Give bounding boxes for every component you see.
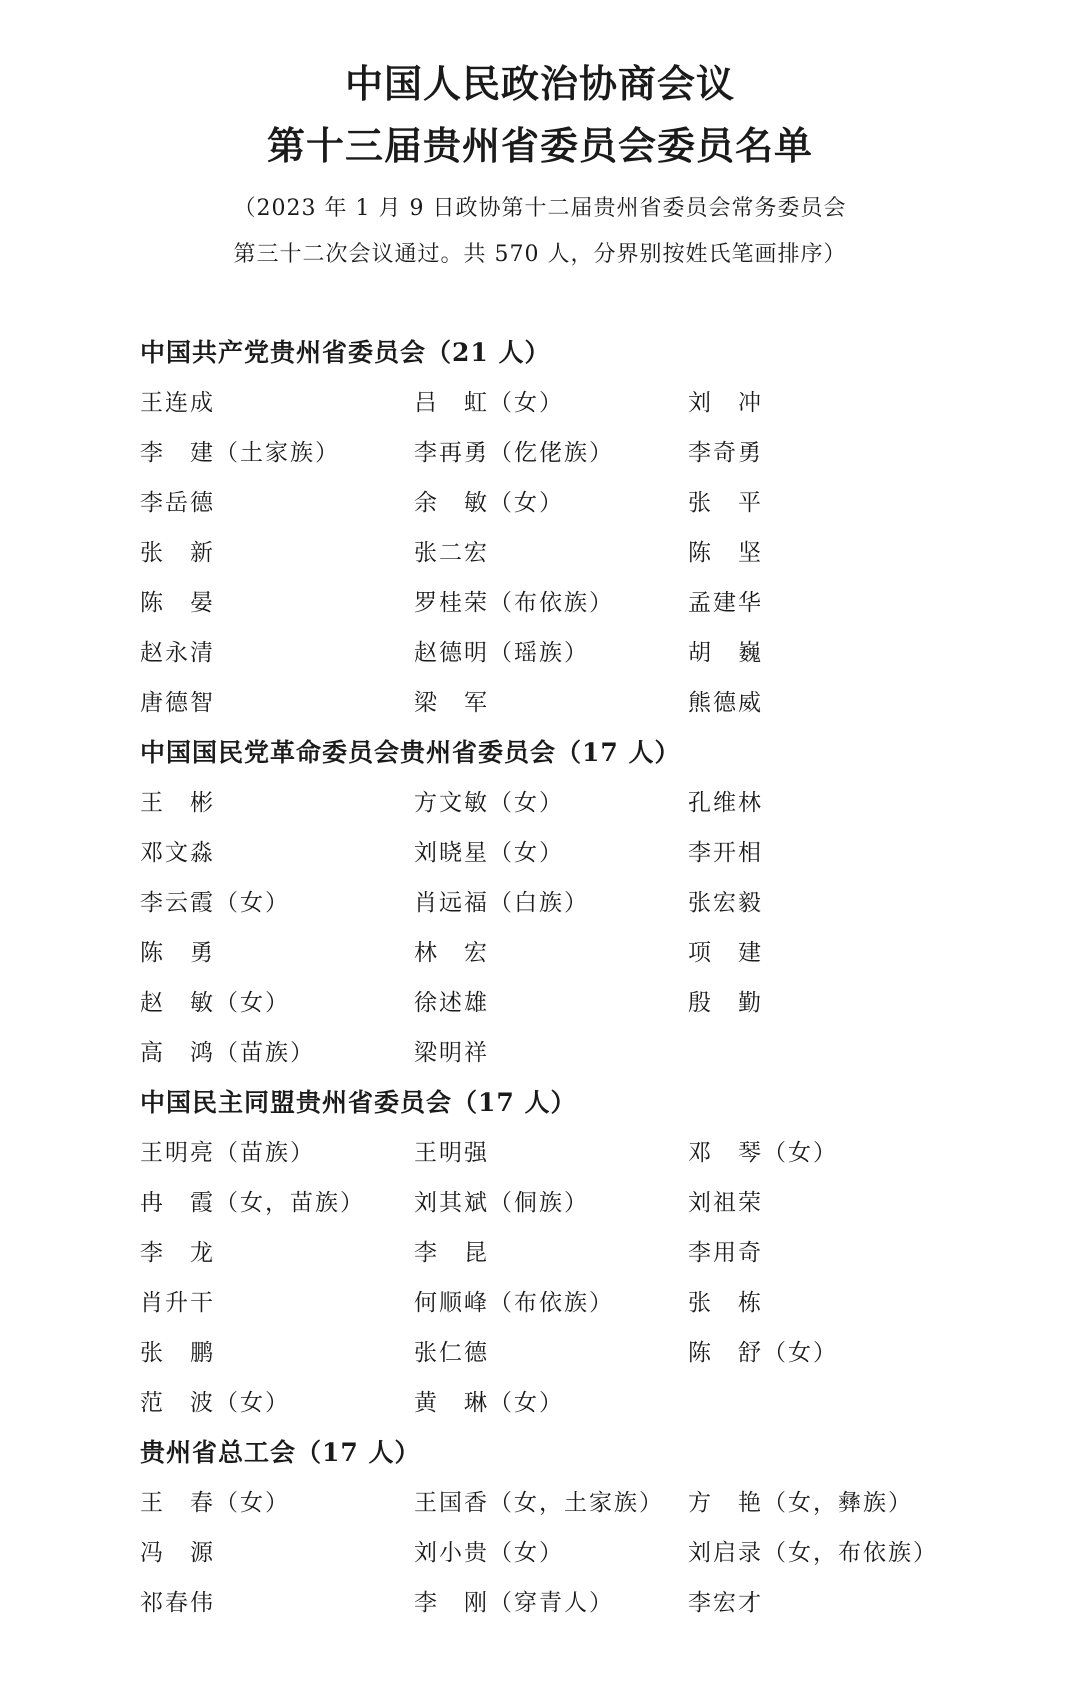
member-name: 李云霞（女） bbox=[140, 890, 290, 916]
document-subtitle-line2: 第三十二次会议通过。共 570 人，分界别按姓氏笔画排序） bbox=[233, 242, 847, 267]
member-row bbox=[140, 1278, 1020, 1328]
member-name: 刘 冲 bbox=[688, 390, 763, 416]
member-name: 李用奇 bbox=[688, 1240, 763, 1266]
member-name: 李 建（土家族） bbox=[140, 440, 340, 466]
member-name: 熊德威 bbox=[688, 690, 763, 716]
member-section bbox=[140, 728, 1020, 1078]
member-row bbox=[140, 1478, 1020, 1528]
member-name: 何顺峰（布依族） bbox=[414, 1290, 614, 1316]
member-row bbox=[140, 828, 1020, 878]
member-name bbox=[688, 1028, 988, 1078]
member-row bbox=[140, 1328, 1020, 1378]
member-row bbox=[140, 478, 1020, 528]
member-row bbox=[140, 1378, 1020, 1428]
member-name: 王连成 bbox=[140, 390, 215, 416]
member-name: 方 艳（女，彝族） bbox=[688, 1490, 913, 1516]
member-name: 范 波（女） bbox=[140, 1390, 290, 1416]
member-name: 王 春（女） bbox=[140, 1490, 290, 1516]
member-name: 刘小贵（女） bbox=[414, 1540, 564, 1566]
member-section bbox=[140, 1428, 1020, 1628]
member-name: 王国香（女，土家族） bbox=[414, 1490, 664, 1516]
member-name: 王明强 bbox=[414, 1140, 489, 1166]
member-name: 邓文淼 bbox=[140, 840, 215, 866]
member-name: 陈 勇 bbox=[140, 940, 215, 966]
member-row bbox=[140, 378, 1020, 428]
member-section bbox=[140, 328, 1020, 728]
member-name: 赵德明（瑶族） bbox=[414, 640, 589, 666]
section-heading: 中国共产党贵州省委员会（21 人） bbox=[140, 338, 551, 367]
section-heading: 中国国民党革命委员会贵州省委员会（17 人） bbox=[140, 738, 681, 767]
member-list bbox=[140, 328, 1020, 1628]
document-title-line1: 中国人民政治协商会议 bbox=[344, 61, 735, 106]
member-name: 刘启录（女，布依族） bbox=[688, 1540, 938, 1566]
member-name: 刘其斌（侗族） bbox=[414, 1190, 589, 1216]
member-name: 梁明祥 bbox=[414, 1040, 489, 1066]
document-subtitle-line1: （2023 年 1 月 9 日政协第十二届贵州省委员会常务委员会 bbox=[233, 196, 847, 221]
member-name: 陈 坚 bbox=[688, 540, 763, 566]
member-name: 陈 舒（女） bbox=[688, 1340, 838, 1366]
member-name: 胡 巍 bbox=[688, 640, 763, 666]
member-name: 李奇勇 bbox=[688, 440, 763, 466]
member-name: 张 鹏 bbox=[140, 1340, 215, 1366]
member-name: 张 平 bbox=[688, 490, 763, 516]
member-name: 刘祖荣 bbox=[688, 1190, 763, 1216]
member-row bbox=[140, 1028, 1020, 1078]
member-row bbox=[140, 928, 1020, 978]
member-row bbox=[140, 578, 1020, 628]
member-name: 孟建华 bbox=[688, 590, 763, 616]
member-row bbox=[140, 1578, 1020, 1628]
member-name: 刘晓星（女） bbox=[414, 840, 564, 866]
member-name: 肖升干 bbox=[140, 1290, 215, 1316]
member-name: 李开相 bbox=[688, 840, 763, 866]
member-name: 余 敏（女） bbox=[414, 490, 564, 516]
member-name: 王明亮（苗族） bbox=[140, 1140, 315, 1166]
member-row bbox=[140, 878, 1020, 928]
member-row bbox=[140, 778, 1020, 828]
member-name: 肖远福（白族） bbox=[414, 890, 589, 916]
member-row bbox=[140, 528, 1020, 578]
member-name: 冯 源 bbox=[140, 1540, 215, 1566]
member-name: 方文敏（女） bbox=[414, 790, 564, 816]
member-name: 吕 虹（女） bbox=[414, 390, 564, 416]
member-row bbox=[140, 1528, 1020, 1578]
member-row bbox=[140, 1128, 1020, 1178]
member-name: 徐述雄 bbox=[414, 990, 489, 1016]
member-name: 黄 琳（女） bbox=[414, 1390, 564, 1416]
member-row bbox=[140, 1178, 1020, 1228]
member-name: 李岳德 bbox=[140, 490, 215, 516]
member-row bbox=[140, 1228, 1020, 1278]
member-section bbox=[140, 1078, 1020, 1428]
section-heading: 贵州省总工会（17 人） bbox=[140, 1438, 421, 1467]
member-name bbox=[688, 1378, 988, 1428]
member-name: 张 新 bbox=[140, 540, 215, 566]
member-name: 梁 军 bbox=[414, 690, 489, 716]
member-name: 邓 琴（女） bbox=[688, 1140, 838, 1166]
member-name: 李再勇（仡佬族） bbox=[414, 440, 614, 466]
member-name: 张二宏 bbox=[414, 540, 489, 566]
member-name: 张宏毅 bbox=[688, 890, 763, 916]
member-row bbox=[140, 978, 1020, 1028]
member-name: 李宏才 bbox=[688, 1590, 763, 1616]
member-row bbox=[140, 428, 1020, 478]
document-title-line2: 第十三届贵州省委员会委员名单 bbox=[266, 123, 813, 168]
member-name: 李 龙 bbox=[140, 1240, 215, 1266]
member-name: 孔维林 bbox=[688, 790, 763, 816]
member-name: 祁春伟 bbox=[140, 1590, 215, 1616]
member-name: 罗桂荣（布依族） bbox=[414, 590, 614, 616]
member-name: 陈 晏 bbox=[140, 590, 215, 616]
member-name: 唐德智 bbox=[140, 690, 215, 716]
member-name: 张仁德 bbox=[414, 1340, 489, 1366]
member-name: 项 建 bbox=[688, 940, 763, 966]
member-name: 王 彬 bbox=[140, 790, 215, 816]
member-name: 冉 霞（女，苗族） bbox=[140, 1190, 365, 1216]
section-heading: 中国民主同盟贵州省委员会（17 人） bbox=[140, 1088, 577, 1117]
member-name: 殷 勤 bbox=[688, 990, 763, 1016]
member-name: 李 昆 bbox=[414, 1240, 489, 1266]
member-name: 李 刚（穿青人） bbox=[414, 1590, 614, 1616]
member-name: 高 鸿（苗族） bbox=[140, 1040, 315, 1066]
member-name: 赵 敏（女） bbox=[140, 990, 290, 1016]
member-name: 赵永清 bbox=[140, 640, 215, 666]
member-name: 张 栋 bbox=[688, 1290, 763, 1316]
member-row bbox=[140, 628, 1020, 678]
member-name: 林 宏 bbox=[414, 940, 489, 966]
member-row bbox=[140, 678, 1020, 728]
